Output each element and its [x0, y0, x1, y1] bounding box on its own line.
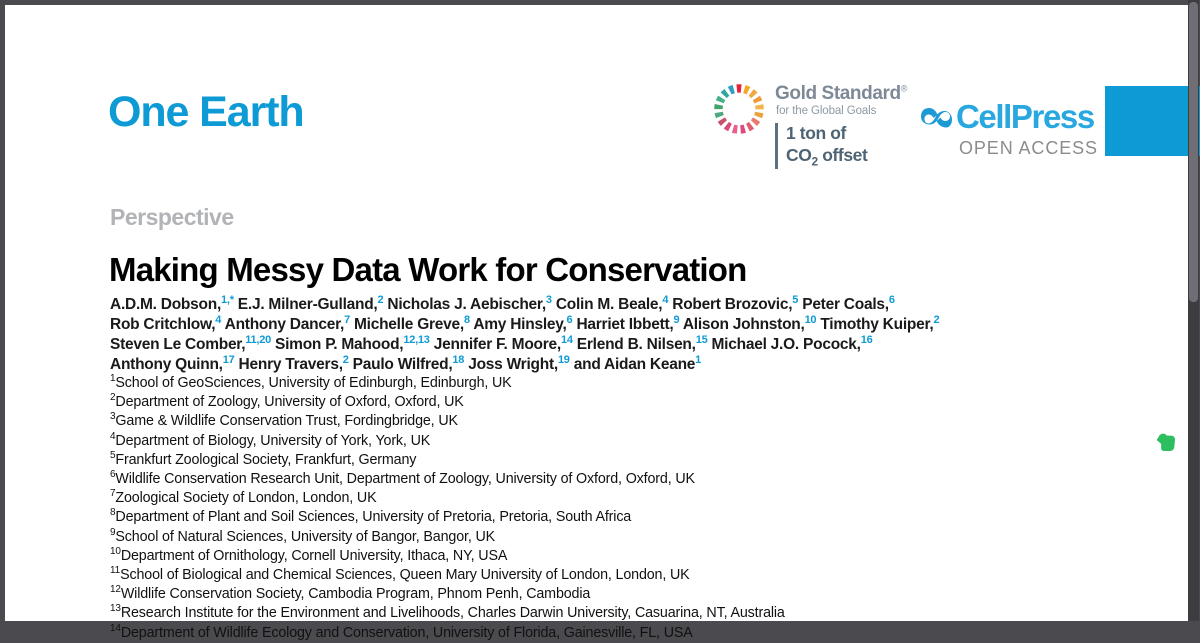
page-title: Making Messy Data Work for Conservation	[109, 251, 747, 289]
gold-standard-name-text: Gold Standard	[775, 83, 901, 104]
carbon-offset-statement	[775, 123, 867, 169]
cellpress-infinity-icon	[920, 105, 952, 135]
author-list: A.D.M. Dobson,$^{1,*}$ E.J. Milner-Gulland,$^2$ Nicholas J. Aebischer,$^3$ Colin M. Beale,$^4$ Robert Brozovic,$^5$ Peter Coals,$^6$ Rob Critchlow,$^4$ Anthony Dancer,$^7$ Michelle Greve,$^8$ Amy Hinsley,$^6$ Harriet Ibbett,$^9$ Alison Johnston,$^{10}$ Timothy Kuiper,$^2$ Steven Le Comber,$^{11,20}$ Simon P. Mahood,$^{12,13}$ Jennifer F. Moore,$^{14}$ Erlend B. Nilsen,$^{15}$ Michael J.O. Pocock,$^{16}$ Anthony Quinn,$^{17}$ Henry Travers,$^2$ Paulo Wilfred,$^{18}$ Joss Wright,$^{19}$ and Aidan Keane$^1$	[110, 293, 940, 373]
article-type-label: Perspective	[110, 204, 234, 230]
journal-masthead	[5, 5, 1188, 190]
scrollbar-thumb[interactable]	[1189, 2, 1198, 302]
cell-press-name: CellPress	[956, 98, 1094, 135]
open-access-label: OPEN ACCESS	[959, 138, 1098, 158]
offset-line-2-prefix: CO	[786, 144, 812, 165]
masthead-accent-block	[1105, 86, 1200, 156]
registered-mark: ®	[900, 83, 907, 94]
gold-standard-tagline: for the Global Goals	[776, 105, 877, 117]
offset-line-2-suffix: offset	[817, 144, 868, 165]
affiliation-list: $^1$School of GeoSciences, University of Edinburgh, Edinburgh, UK $^2$Department of Zoology, University of Oxford, Oxford, UK $^3$Game & Wildlife Conservation Trust, Fordingbridge, UK $^4$Department of Biology, University of York, York, UK $^5$Frankfurt Zoological Society, Frankfurt, Germany $^6$Wildlife Conservation Research Unit, Department of Zoology, University of Oxford, Oxford, UK $^7$Zoological Society of London, London, UK $^8$Department of Plant and Soil Sciences, University of Pretoria, Pretoria, South Africa $^9$School of Natural Sciences, University of Bangor, Bangor, UK $^{10}$Department of Ornithology, Cornell University, Ithaca, NY, USA $^{11}$School of Biological and Chemical Sciences, Queen Mary University of London, London, UK $^{12}$Wildlife Conservation Society, Cambodia Program, Phnom Penh, Cambodia $^{13}$Research Institute for the Environment and Livelihoods, Charles Darwin University, Casuarina, NT, Australia $^{14}$Department of Wildlife Ecology and Conservation, University of Florida, Gainesville, FL, USA	[110, 373, 785, 641]
cell-press-logo	[920, 98, 1098, 166]
journal-title: One Earth	[108, 88, 304, 136]
offset-line-2-subscript: 2	[811, 154, 818, 169]
vertical-scrollbar[interactable]	[1188, 0, 1199, 621]
gold-standard-logo	[711, 79, 916, 171]
sdg-color-wheel-icon	[711, 81, 767, 137]
pdf-page	[5, 5, 1188, 641]
evernote-clipper-icon[interactable]	[1157, 432, 1175, 452]
gold-standard-name	[775, 83, 907, 105]
offset-line-1: 1 ton of	[786, 123, 846, 143]
